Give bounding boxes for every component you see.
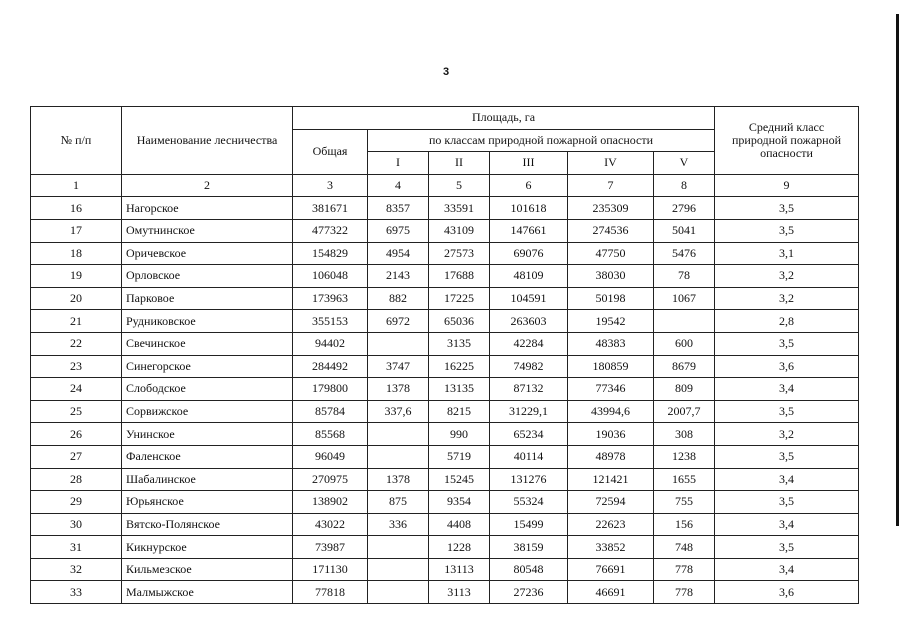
page-number: 3 — [443, 66, 450, 78]
cell-avg: 3,4 — [715, 468, 859, 491]
cell-c1: 6972 — [368, 310, 429, 333]
table-row — [31, 536, 859, 559]
table-row — [31, 197, 859, 220]
table-row — [31, 558, 859, 581]
column-number-row — [31, 174, 859, 197]
cell-name: Юрьянское — [122, 491, 293, 514]
cell-c2: 3113 — [429, 581, 490, 604]
cell-avg: 3,5 — [715, 219, 859, 242]
cell-c4: 121421 — [568, 468, 654, 491]
cell-c2: 65036 — [429, 310, 490, 333]
table-row — [31, 423, 859, 446]
cell-total: 77818 — [293, 581, 368, 604]
cell-c2: 1228 — [429, 536, 490, 559]
cell-c4: 19542 — [568, 310, 654, 333]
cell-c3: 101618 — [490, 197, 568, 220]
table-row — [31, 332, 859, 355]
cell-c1 — [368, 423, 429, 446]
cell-num: 16 — [31, 197, 122, 220]
table-row — [31, 355, 859, 378]
cell-c5: 748 — [654, 536, 715, 559]
cell-c3: 74982 — [490, 355, 568, 378]
cell-c3: 15499 — [490, 513, 568, 536]
cell-num: 18 — [31, 242, 122, 265]
cell-avg: 3,5 — [715, 197, 859, 220]
cell-c2: 17225 — [429, 287, 490, 310]
cell-c5: 600 — [654, 332, 715, 355]
cell-c1: 6975 — [368, 219, 429, 242]
cell-c3: 69076 — [490, 242, 568, 265]
header-by-class: по классам природной пожарной опасности — [368, 129, 715, 152]
cell-total: 179800 — [293, 378, 368, 401]
table-row — [31, 491, 859, 514]
header-avg-class: Средний класс природной пожарной опасности — [715, 107, 859, 175]
cell-c3: 80548 — [490, 558, 568, 581]
cell-c1: 337,6 — [368, 400, 429, 423]
cell-num: 26 — [31, 423, 122, 446]
cell-name: Кикнурское — [122, 536, 293, 559]
cell-c1: 1378 — [368, 378, 429, 401]
cell-c2: 43109 — [429, 219, 490, 242]
cell-c1 — [368, 536, 429, 559]
cell-name: Сорвижское — [122, 400, 293, 423]
header-name: Наименование лесничества — [122, 107, 293, 175]
header-class-i: I — [368, 152, 429, 175]
cell-c3: 87132 — [490, 378, 568, 401]
table-body — [31, 197, 859, 604]
cell-name: Фаленское — [122, 445, 293, 468]
cell-c5: 809 — [654, 378, 715, 401]
table-row — [31, 400, 859, 423]
cell-avg: 3,6 — [715, 581, 859, 604]
cell-c1: 2143 — [368, 265, 429, 288]
cell-avg: 3,5 — [715, 332, 859, 355]
cell-c5: 755 — [654, 491, 715, 514]
cell-total: 106048 — [293, 265, 368, 288]
cell-c2: 16225 — [429, 355, 490, 378]
cell-c1: 336 — [368, 513, 429, 536]
cell-c3: 38159 — [490, 536, 568, 559]
cell-name: Нагорское — [122, 197, 293, 220]
cell-c1: 882 — [368, 287, 429, 310]
cell-c2: 33591 — [429, 197, 490, 220]
cell-total: 85568 — [293, 423, 368, 446]
cell-c4: 180859 — [568, 355, 654, 378]
cell-c1: 8357 — [368, 197, 429, 220]
cell-c2: 15245 — [429, 468, 490, 491]
cell-total: 173963 — [293, 287, 368, 310]
cell-name: Оричевское — [122, 242, 293, 265]
cell-num: 29 — [31, 491, 122, 514]
cell-c4: 76691 — [568, 558, 654, 581]
cell-c5: 5476 — [654, 242, 715, 265]
cell-avg: 3,1 — [715, 242, 859, 265]
cell-num: 20 — [31, 287, 122, 310]
cell-name: Парковое — [122, 287, 293, 310]
cell-c3: 42284 — [490, 332, 568, 355]
cell-num: 24 — [31, 378, 122, 401]
cell-total: 94402 — [293, 332, 368, 355]
table-row — [31, 287, 859, 310]
cell-name: Малмыжское — [122, 581, 293, 604]
table-header — [31, 107, 859, 197]
header-class-ii: II — [429, 152, 490, 175]
cell-num: 19 — [31, 265, 122, 288]
cell-c5: 1238 — [654, 445, 715, 468]
cell-c4: 77346 — [568, 378, 654, 401]
cell-c5: 156 — [654, 513, 715, 536]
cell-c3: 27236 — [490, 581, 568, 604]
cell-c1: 1378 — [368, 468, 429, 491]
cell-c3: 48109 — [490, 265, 568, 288]
cell-c1: 875 — [368, 491, 429, 514]
cell-num: 32 — [31, 558, 122, 581]
cell-num: 21 — [31, 310, 122, 333]
cell-total: 171130 — [293, 558, 368, 581]
table-row — [31, 219, 859, 242]
cell-c3: 31229,1 — [490, 400, 568, 423]
cell-c4: 33852 — [568, 536, 654, 559]
header-area: Площадь, га — [293, 107, 715, 130]
cell-c5: 1067 — [654, 287, 715, 310]
table-row — [31, 513, 859, 536]
cell-name: Слободское — [122, 378, 293, 401]
cell-avg: 3,2 — [715, 423, 859, 446]
cell-c1 — [368, 332, 429, 355]
cell-name: Кильмезское — [122, 558, 293, 581]
cell-c4: 43994,6 — [568, 400, 654, 423]
cell-c2: 3135 — [429, 332, 490, 355]
cell-c5: 1655 — [654, 468, 715, 491]
cell-c5 — [654, 310, 715, 333]
cell-name: Шабалинское — [122, 468, 293, 491]
cell-total: 43022 — [293, 513, 368, 536]
cell-name: Унинское — [122, 423, 293, 446]
forestry-fire-danger-table — [30, 106, 859, 604]
header-total: Общая — [293, 129, 368, 174]
cell-c5: 778 — [654, 558, 715, 581]
cell-c3: 131276 — [490, 468, 568, 491]
cell-name: Омутнинское — [122, 219, 293, 242]
cell-c4: 274536 — [568, 219, 654, 242]
cell-c5: 2007,7 — [654, 400, 715, 423]
cell-num: 30 — [31, 513, 122, 536]
cell-c2: 9354 — [429, 491, 490, 514]
cell-total: 138902 — [293, 491, 368, 514]
cell-c2: 5719 — [429, 445, 490, 468]
cell-c4: 22623 — [568, 513, 654, 536]
cell-name: Вятско-Полянское — [122, 513, 293, 536]
cell-c3: 65234 — [490, 423, 568, 446]
header-class-iv: IV — [568, 152, 654, 175]
cell-avg: 3,4 — [715, 558, 859, 581]
table-row — [31, 581, 859, 604]
cell-avg: 3,4 — [715, 378, 859, 401]
cell-c2: 8215 — [429, 400, 490, 423]
cell-c1: 4954 — [368, 242, 429, 265]
cell-total: 73987 — [293, 536, 368, 559]
cell-c2: 13135 — [429, 378, 490, 401]
col-number: 1 — [31, 174, 122, 197]
cell-c3: 263603 — [490, 310, 568, 333]
cell-total: 355153 — [293, 310, 368, 333]
cell-c4: 48383 — [568, 332, 654, 355]
cell-total: 85784 — [293, 400, 368, 423]
cell-c4: 38030 — [568, 265, 654, 288]
cell-c5: 2796 — [654, 197, 715, 220]
cell-avg: 3,5 — [715, 491, 859, 514]
cell-avg: 2,8 — [715, 310, 859, 333]
table-row — [31, 310, 859, 333]
col-number: 2 — [122, 174, 293, 197]
cell-c4: 47750 — [568, 242, 654, 265]
cell-total: 96049 — [293, 445, 368, 468]
cell-c1 — [368, 558, 429, 581]
cell-c1: 3747 — [368, 355, 429, 378]
cell-c5: 308 — [654, 423, 715, 446]
col-number: 8 — [654, 174, 715, 197]
cell-c2: 17688 — [429, 265, 490, 288]
col-number: 7 — [568, 174, 654, 197]
scan-edge-line — [896, 14, 899, 526]
cell-avg: 3,6 — [715, 355, 859, 378]
table-row — [31, 265, 859, 288]
header-class-iii: III — [490, 152, 568, 175]
cell-num: 28 — [31, 468, 122, 491]
col-number: 6 — [490, 174, 568, 197]
cell-c2: 27573 — [429, 242, 490, 265]
col-number: 3 — [293, 174, 368, 197]
cell-c5: 5041 — [654, 219, 715, 242]
cell-c4: 235309 — [568, 197, 654, 220]
cell-avg: 3,4 — [715, 513, 859, 536]
cell-total: 270975 — [293, 468, 368, 491]
cell-c5: 8679 — [654, 355, 715, 378]
cell-c5: 778 — [654, 581, 715, 604]
cell-name: Синегорское — [122, 355, 293, 378]
cell-c3: 147661 — [490, 219, 568, 242]
cell-c2: 990 — [429, 423, 490, 446]
cell-num: 27 — [31, 445, 122, 468]
col-number: 4 — [368, 174, 429, 197]
cell-total: 284492 — [293, 355, 368, 378]
cell-total: 154829 — [293, 242, 368, 265]
cell-num: 17 — [31, 219, 122, 242]
cell-c4: 72594 — [568, 491, 654, 514]
header-num: № п/п — [31, 107, 122, 175]
cell-c2: 13113 — [429, 558, 490, 581]
col-number: 5 — [429, 174, 490, 197]
cell-c4: 46691 — [568, 581, 654, 604]
cell-c4: 50198 — [568, 287, 654, 310]
cell-total: 477322 — [293, 219, 368, 242]
cell-num: 33 — [31, 581, 122, 604]
cell-name: Свечинское — [122, 332, 293, 355]
cell-total: 381671 — [293, 197, 368, 220]
cell-c3: 40114 — [490, 445, 568, 468]
cell-avg: 3,2 — [715, 265, 859, 288]
cell-c2: 4408 — [429, 513, 490, 536]
cell-c3: 55324 — [490, 491, 568, 514]
cell-num: 23 — [31, 355, 122, 378]
cell-num: 31 — [31, 536, 122, 559]
cell-num: 22 — [31, 332, 122, 355]
cell-c4: 19036 — [568, 423, 654, 446]
cell-c3: 104591 — [490, 287, 568, 310]
table-row — [31, 468, 859, 491]
table-row — [31, 242, 859, 265]
cell-avg: 3,5 — [715, 445, 859, 468]
cell-avg: 3,5 — [715, 400, 859, 423]
cell-c5: 78 — [654, 265, 715, 288]
cell-num: 25 — [31, 400, 122, 423]
cell-avg: 3,5 — [715, 536, 859, 559]
cell-c1 — [368, 581, 429, 604]
cell-c1 — [368, 445, 429, 468]
table-row — [31, 445, 859, 468]
cell-avg: 3,2 — [715, 287, 859, 310]
cell-c4: 48978 — [568, 445, 654, 468]
cell-name: Рудниковское — [122, 310, 293, 333]
header-class-v: V — [654, 152, 715, 175]
cell-name: Орловское — [122, 265, 293, 288]
table-row — [31, 378, 859, 401]
col-number: 9 — [715, 174, 859, 197]
